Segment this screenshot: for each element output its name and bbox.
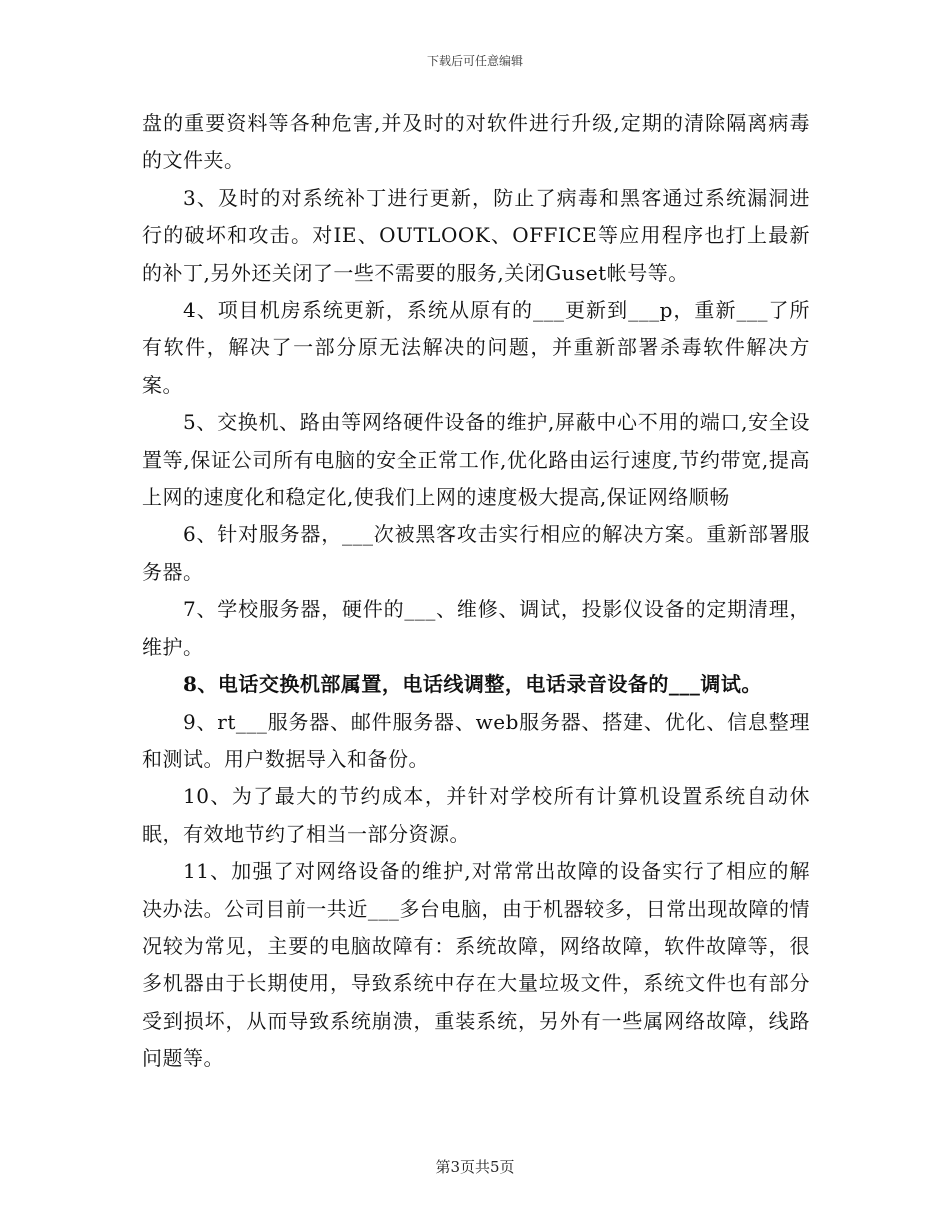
paragraph-item-9: 9、rt___服务器、邮件服务器、web服务器、搭建、优化、信息整理和测试。用户数据导入和备份。 [142,709,810,771]
document-body [142,105,810,1078]
paragraph-continuation: 盘的重要资料等各种危害,并及时的对软件进行升级,定期的清除隔离病毒的文件夹。 [142,111,810,173]
paragraph-item-4: 4、项目机房系统更新，系统从原有的___更新到___p，重新___了所有软件，解决了一部分原无法解决的问题，并重新部署杀毒软件解决方案。 [142,298,810,397]
page-header: 下载后可任意编辑 [426,54,523,68]
paragraph-item-5: 5、交换机、路由等网络硬件设备的维护,屏蔽中心不用的端口,安全设置等,保证公司所有电脑的安全正常工作,优化路由运行速度,节约带宽,提高上网的速度化和稳定化,使我们上网的速度极大提高,保证网络顺畅 [142,410,810,510]
paragraph-item-3: 3、及时的对系统补丁进行更新，防止了病毒和黑客通过系统漏洞进行的破坏和攻击。对IE、OUTLOOK、OFFICE等应用程序也打上最新的补丁,另外还关闭了一些不需要的服务,关闭Guset帐号等。 [142,185,810,285]
paragraph-item-7: 7、学校服务器，硬件的___、维修、调试，投影仪设备的定期清理，维护。 [142,597,810,659]
paragraph-item-10: 10、为了最大的节约成本，并针对学校所有计算机设置系统自动休眠，有效地节约了相当一部分资源。 [142,784,810,846]
paragraph-item-11: 11、加强了对网络设备的维护,对常常出故障的设备实行了相应的解决办法。公司目前一共近___多台电脑，由于机器较多，日常出现故障的情况较为常见，主要的电脑故障有：系统故障，网络故障，软件故障等，很多机器由于长期使用，导致系统中存在大量垃圾文件，系统文件也有部分受到损坏，从而导致系统崩溃，重装系统，另外有一些属网络故障，线路问题等。 [142,859,810,1071]
paragraph-item-8: 8、电话交换机部属置，电话线调整，电话录音设备的___调试。 [183,672,762,697]
page-number-footer: 第3页共5页 [435,1158,515,1176]
paragraph-item-6: 6、针对服务器，___次被黑客攻击实行相应的解决方案。重新部署服务器。 [142,522,810,584]
